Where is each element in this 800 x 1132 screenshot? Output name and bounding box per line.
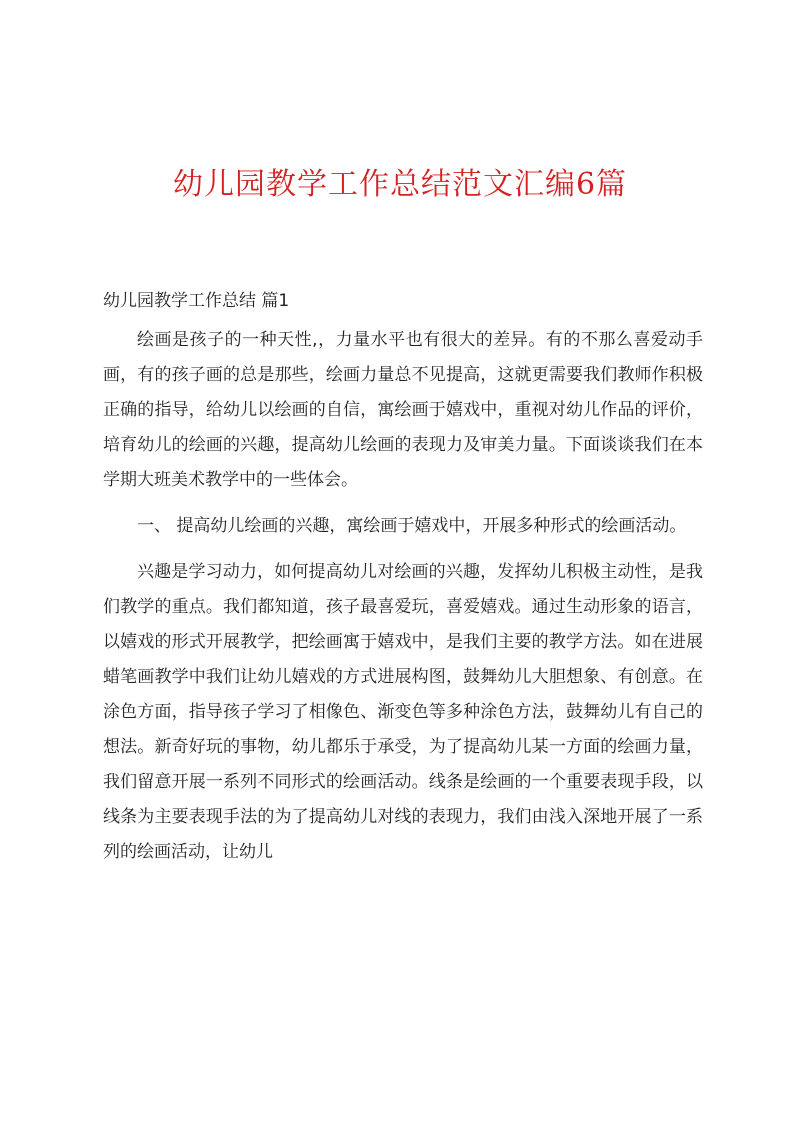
document-title: 幼儿园教学工作总结范文汇编6篇	[172, 167, 628, 202]
paragraph-interest: 兴趣是学习动力，如何提高幼儿对绘画的兴趣，发挥幼儿积极主动性，是我们教学的重点。我们都知道，孩子最喜爱玩，喜爱嬉戏。通过生动形象的语言，以嬉戏的形式开展教学，把绘画寓于嬉戏中，是我们主要的教学方法。如在进展蜡笔画教学中我们让幼儿嬉戏的方式进展构图，鼓舞幼儿大胆想象、有创意。在涂色方面，指导孩子学习了相像色、渐变色等多种涂色方法，鼓舞幼儿有自己的想法。新奇好玩的事物，幼儿都乐于承受，为了提高幼儿某一方面的绘画力量，我们留意开展一系列不同形式的绘画活动。线条是绘画的一个重要表现手段，以线条为主要表现手法的为了提高幼儿对线的表现力，我们由浅入深地开展了一系列的绘画活动，让幼儿	[103, 562, 703, 862]
paragraph-point-one: 一、 提高幼儿绘画的兴趣，寓绘画于嬉戏中，开展多种形式的绘画活动。	[137, 516, 687, 536]
body-text	[103, 323, 703, 870]
paragraph-intro: 绘画是孩子的一种天性,，力量水平也有很大的差异。有的不那么喜爱动手画，有的孩子画的总是那些，绘画力量总不见提高，这就更需要我们教师作积极正确的指导，给幼儿以绘画的自信，寓绘画于嬉戏中，重视对幼儿作品的评价，培育幼儿的绘画的兴趣，提高幼儿绘画的表现力及审美力量。下面谈谈我们在本学期大班美术教学中的一些体会。	[103, 330, 703, 490]
section-heading: 幼儿园教学工作总结 篇1	[103, 291, 290, 311]
